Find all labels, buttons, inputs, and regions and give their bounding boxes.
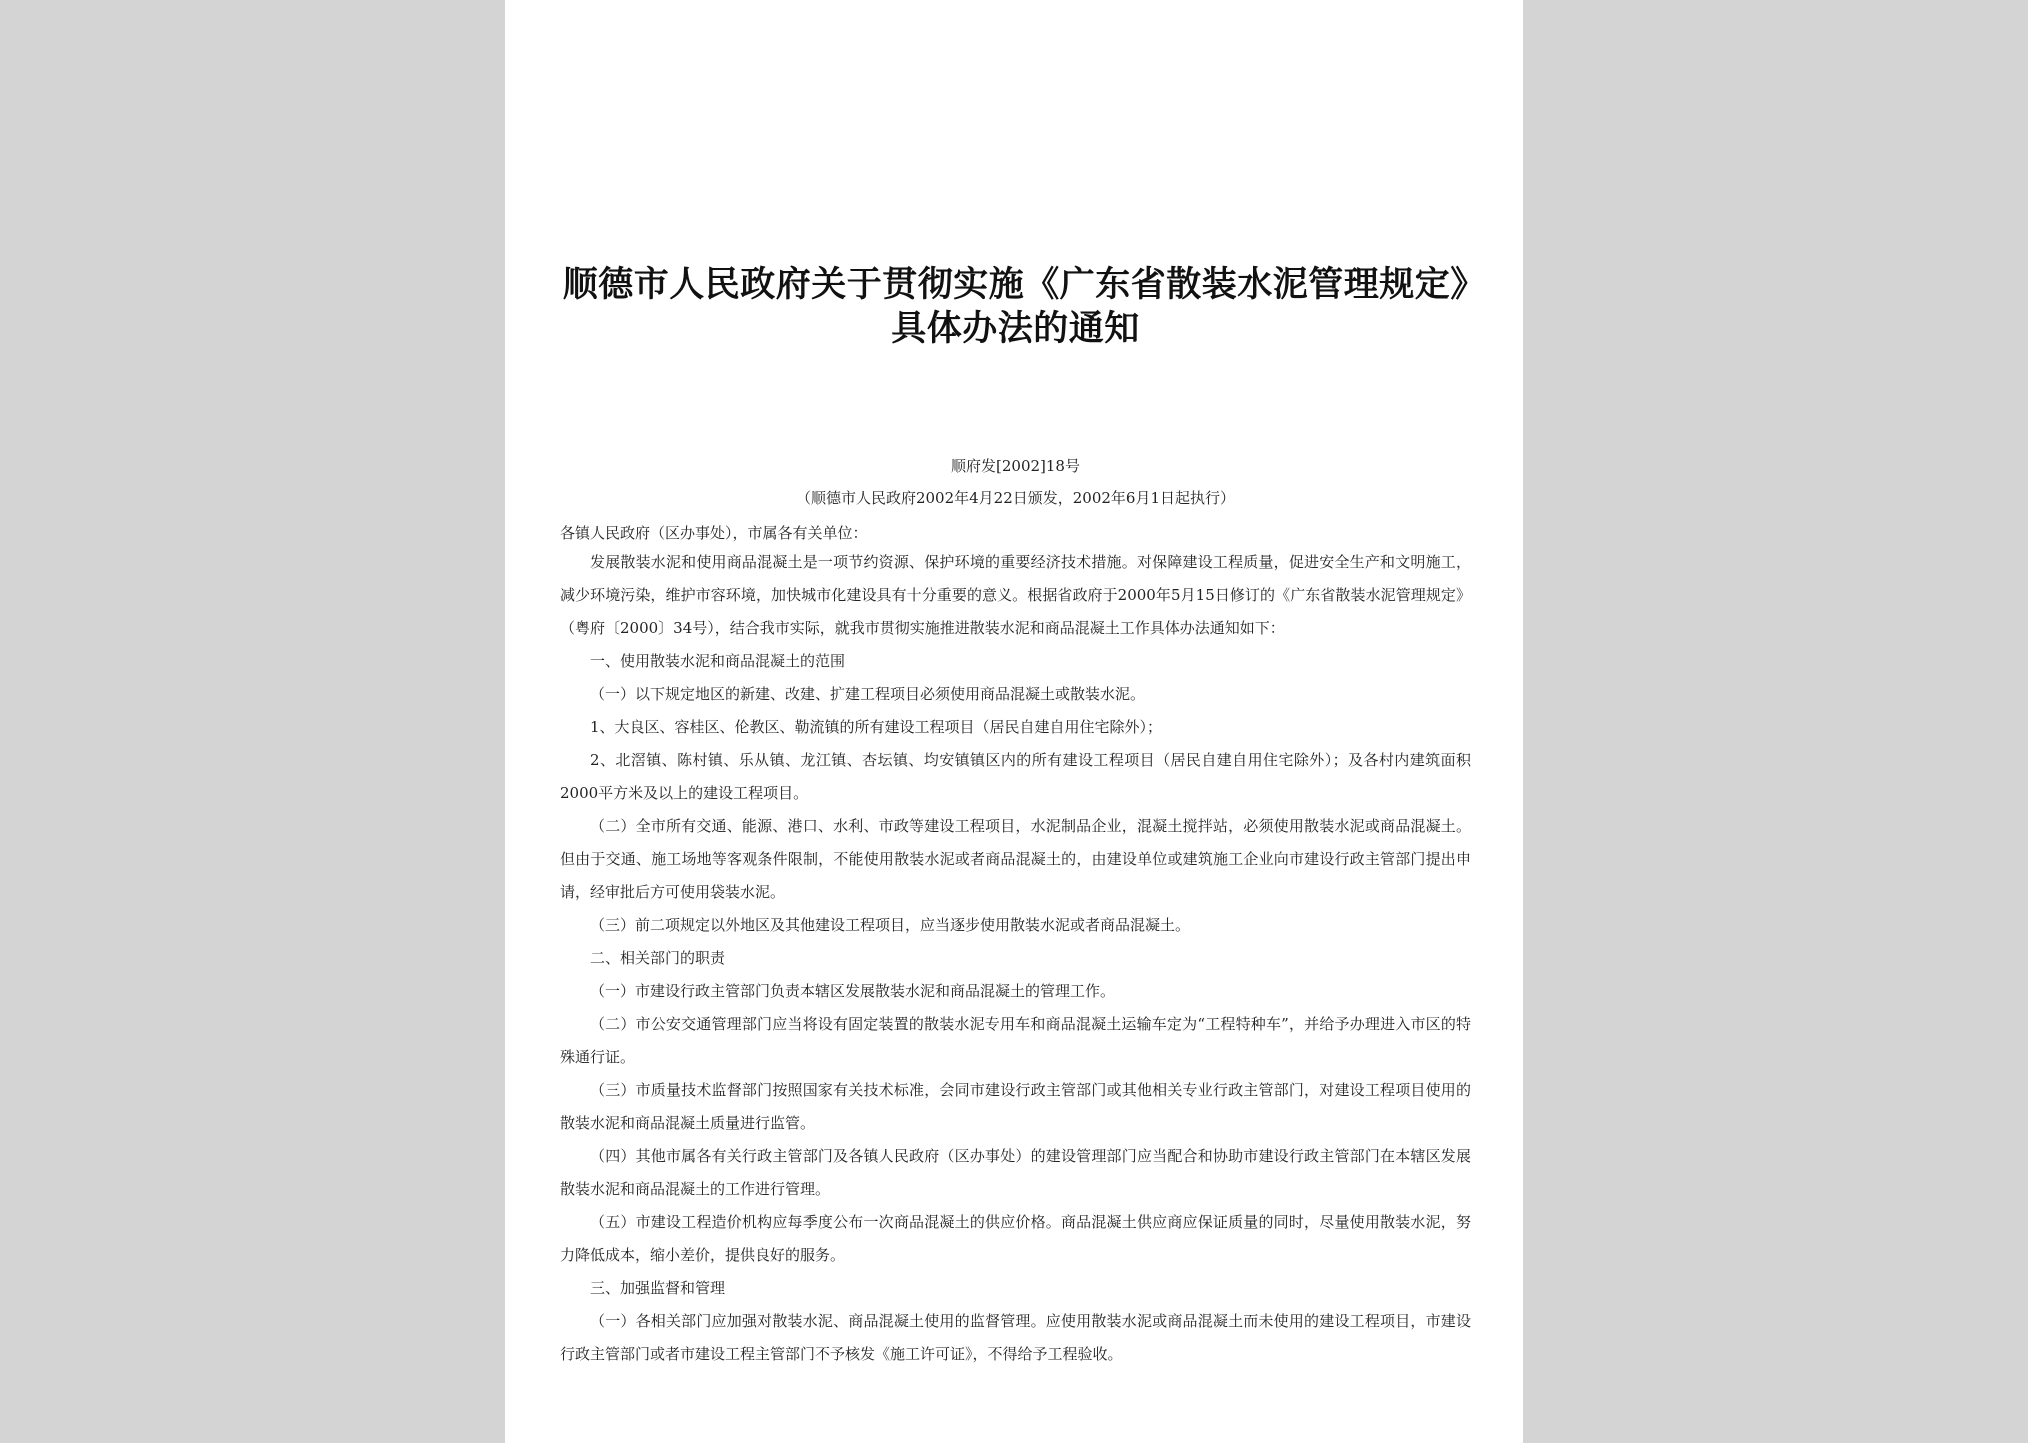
- paragraph: （五）市建设工程造价机构应每季度公布一次商品混凝土的供应价格。商品混凝土供应商应保证质量的同时，尽量使用散装水泥，努力降低成本，缩小差价，提供良好的服务。: [560, 1213, 1471, 1264]
- paragraph: （一）以下规定地区的新建、改建、扩建工程项目必须使用商品混凝土或散装水泥。: [590, 685, 1146, 703]
- document-page: [505, 0, 1523, 1443]
- section-heading-2: 二、相关部门的职责: [590, 949, 726, 967]
- paragraph: （三）市质量技术监督部门按照国家有关技术标准，会同市建设行政主管部门或其他相关专业行政主管部门，对建设工程项目使用的散装水泥和商品混凝土质量进行监管。: [560, 1081, 1471, 1132]
- document-title: 顺德市人民政府关于贯彻实施《广东省散装水泥管理规定》具体办法的通知: [562, 265, 1469, 349]
- addressee: 各镇人民政府（区办事处），市属各有关单位：: [560, 524, 868, 542]
- paragraph: （二）全市所有交通、能源、港口、水利、市政等建设工程项目，水泥制品企业，混凝土搅拌站，必须使用散装水泥或商品混凝土。但由于交通、施工场地等客观条件限制，不能使用散装水泥或者商品混凝土的，由建设单位或建筑施工企业向市建设行政主管部门提出申请，经审批后方可使用袋装水泥。: [560, 817, 1471, 901]
- section-heading-1: 一、使用散装水泥和商品混凝土的范围: [590, 652, 846, 670]
- paragraph-intro: 发展散装水泥和使用商品混凝土是一项节约资源、保护环境的重要经济技术措施。对保障建设工程质量，促进安全生产和文明施工，减少环境污染，维护市容环境，加快城市化建设具有十分重要的意义。根据省政府于2000年5月15日修订的《广东省散装水泥管理规定》（粤府〔2000〕34号），结合我市实际，就我市贯彻实施推进散装水泥和商品混凝土工作具体办法通知如下：: [560, 553, 1471, 637]
- issue-note: （顺德市人民政府2002年4月22日颁发，2002年6月1日起执行）: [795, 489, 1236, 507]
- paragraph: （四）其他市属各有关行政主管部门及各镇人民政府（区办事处）的建设管理部门应当配合和协助市建设行政主管部门在本辖区发展散装水泥和商品混凝土的工作进行管理。: [560, 1147, 1471, 1198]
- paragraph: （一）各相关部门应加强对散装水泥、商品混凝土使用的监督管理。应使用散装水泥或商品混凝土而未使用的建设工程项目，市建设行政主管部门或者市建设工程主管部门不予核发《施工许可证》，不得给予工程验收。: [560, 1312, 1471, 1363]
- paragraph: 2、北滘镇、陈村镇、乐从镇、龙江镇、杏坛镇、均安镇镇区内的所有建设工程项目（居民自建自用住宅除外）；及各村内建筑面积2000平方米及以上的建设工程项目。: [560, 751, 1471, 802]
- section-heading-3: 三、加强监督和管理: [590, 1279, 726, 1297]
- paragraph: 1、大良区、容桂区、伦教区、勒流镇的所有建设工程项目（居民自建自用住宅除外）；: [590, 718, 1163, 736]
- paragraph: （三）前二项规定以外地区及其他建设工程项目，应当逐步使用散装水泥或者商品混凝土。: [590, 916, 1191, 934]
- paragraph: （二）市公安交通管理部门应当将设有固定装置的散装水泥专用车和商品混凝土运输车定为“工程特种车”，并给予办理进入市区的特殊通行证。: [560, 1015, 1471, 1066]
- document-number: 顺府发[2002]18号: [951, 457, 1080, 475]
- paragraph: （一）市建设行政主管部门负责本辖区发展散装水泥和商品混凝土的管理工作。: [590, 982, 1116, 1000]
- document-body: [560, 520, 1471, 1371]
